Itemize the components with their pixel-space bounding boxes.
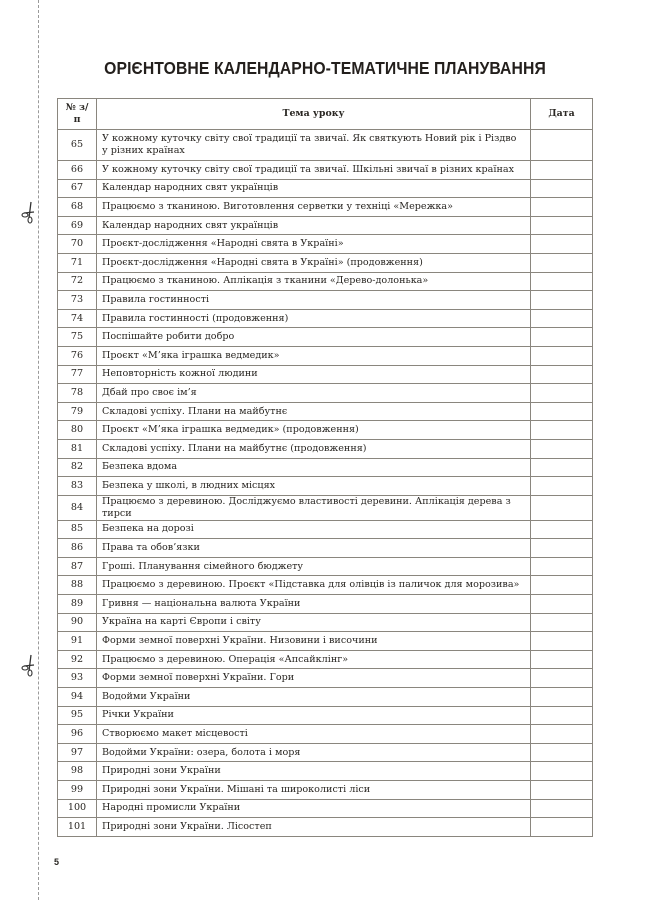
date-cell[interactable] [531, 762, 593, 781]
lesson-topic: Річки України [97, 706, 531, 725]
table-row [58, 216, 593, 235]
lesson-topic: Гроші. Планування сімейного бюджету [97, 557, 531, 576]
table-row [58, 253, 593, 272]
date-cell[interactable] [531, 179, 593, 198]
lesson-number: 71 [58, 253, 97, 272]
lesson-number: 91 [58, 632, 97, 651]
lesson-number: 84 [58, 495, 97, 520]
lesson-number: 100 [58, 799, 97, 818]
date-cell[interactable] [531, 520, 593, 539]
table-row [58, 130, 593, 161]
lesson-number: 65 [58, 130, 97, 161]
date-cell[interactable] [531, 253, 593, 272]
date-cell[interactable] [531, 669, 593, 688]
lesson-number: 85 [58, 520, 97, 539]
lesson-topic: Неповторність кожної людини [97, 365, 531, 384]
date-cell[interactable] [531, 439, 593, 458]
lesson-number: 80 [58, 421, 97, 440]
lesson-number: 86 [58, 539, 97, 558]
lesson-topic: Форми земної поверхні України. Гори [97, 669, 531, 688]
date-cell[interactable] [531, 632, 593, 651]
date-cell[interactable] [531, 346, 593, 365]
table-row [58, 384, 593, 403]
lesson-number: 99 [58, 781, 97, 800]
lesson-number: 96 [58, 725, 97, 744]
table-row [58, 725, 593, 744]
lesson-topic: Календар народних свят українців [97, 179, 531, 198]
date-cell[interactable] [531, 235, 593, 254]
table-row [58, 477, 593, 496]
date-cell[interactable] [531, 421, 593, 440]
lesson-number: 78 [58, 384, 97, 403]
lesson-topic: Проєкт-дослідження «Народні свята в Україні» [97, 235, 531, 254]
lesson-topic: Складові успіху. Плани на майбутнє [97, 402, 531, 421]
cut-line [38, 0, 39, 900]
lesson-topic: Працюємо з деревиною. Досліджуємо властивості деревини. Аплікація дерева з тирси [97, 495, 531, 520]
lesson-topic: Природні зони України. Мішані та широколисті ліси [97, 781, 531, 800]
lesson-number: 72 [58, 272, 97, 291]
date-cell[interactable] [531, 161, 593, 180]
date-cell[interactable] [531, 309, 593, 328]
table-row [58, 743, 593, 762]
date-cell[interactable] [531, 688, 593, 707]
lesson-topic: Народні промисли України [97, 799, 531, 818]
lesson-topic: Водойми України: озера, болота і моря [97, 743, 531, 762]
date-cell[interactable] [531, 706, 593, 725]
lesson-topic: Природні зони України. Лісостеп [97, 818, 531, 837]
date-cell[interactable] [531, 613, 593, 632]
lesson-topic: Працюємо з тканиною. Виготовлення серветки у техніці «Мережка» [97, 198, 531, 217]
lesson-topic: Проєкт «М’яка іграшка ведмедик» (продовження) [97, 421, 531, 440]
header-number: № з/п [58, 99, 97, 130]
table-row [58, 576, 593, 595]
date-cell[interactable] [531, 365, 593, 384]
table-row [58, 328, 593, 347]
lesson-number: 70 [58, 235, 97, 254]
table-row [58, 365, 593, 384]
date-cell[interactable] [531, 130, 593, 161]
table-row [58, 235, 593, 254]
table-header-row [58, 99, 593, 130]
date-cell[interactable] [531, 539, 593, 558]
date-cell[interactable] [531, 557, 593, 576]
table-row [58, 291, 593, 310]
table-row [58, 632, 593, 651]
date-cell[interactable] [531, 650, 593, 669]
lesson-topic: У кожному куточку світу свої традиції та звичаї. Шкільні звичаї в різних країнах [97, 161, 531, 180]
lesson-number: 93 [58, 669, 97, 688]
lesson-topic: Безпека вдома [97, 458, 531, 477]
lesson-topic: Працюємо з деревиною. Операція «Апсайклінг» [97, 650, 531, 669]
lesson-topic: Правила гостинності (продовження) [97, 309, 531, 328]
table-row [58, 439, 593, 458]
lesson-number: 98 [58, 762, 97, 781]
lesson-number: 88 [58, 576, 97, 595]
lesson-number: 69 [58, 216, 97, 235]
table-row [58, 762, 593, 781]
lesson-number: 68 [58, 198, 97, 217]
lesson-number: 89 [58, 595, 97, 614]
lesson-number: 74 [58, 309, 97, 328]
table-row [58, 495, 593, 520]
table-row [58, 669, 593, 688]
table-row [58, 613, 593, 632]
lesson-topic: Складові успіху. Плани на майбутнє (продовження) [97, 439, 531, 458]
table-row [58, 650, 593, 669]
lesson-topic: Форми земної поверхні України. Низовини і височини [97, 632, 531, 651]
lesson-topic: Водойми України [97, 688, 531, 707]
lesson-number: 95 [58, 706, 97, 725]
lesson-number: 77 [58, 365, 97, 384]
page-number: 5 [54, 857, 60, 867]
table-row [58, 595, 593, 614]
page-title: ОРІЄНТОВНЕ КАЛЕНДАРНО-ТЕМАТИЧНЕ ПЛАНУВАННЯ [104, 58, 546, 78]
lesson-number: 73 [58, 291, 97, 310]
lesson-number: 92 [58, 650, 97, 669]
table-row [58, 309, 593, 328]
date-cell[interactable] [531, 216, 593, 235]
lesson-number: 81 [58, 439, 97, 458]
lesson-topic: Правила гостинності [97, 291, 531, 310]
date-cell[interactable] [531, 595, 593, 614]
table-row [58, 520, 593, 539]
lesson-number: 97 [58, 743, 97, 762]
date-cell[interactable] [531, 743, 593, 762]
table-row [58, 706, 593, 725]
lesson-topic: Календар народних свят українців [97, 216, 531, 235]
date-cell[interactable] [531, 781, 593, 800]
lesson-number: 82 [58, 458, 97, 477]
table-row [58, 402, 593, 421]
lesson-topic: Права та обов’язки [97, 539, 531, 558]
lesson-topic: Україна на карті Європи і світу [97, 613, 531, 632]
lesson-topic: Проєкт-дослідження «Народні свята в Україні» (продовження) [97, 253, 531, 272]
lesson-topic: Поспішайте робити добро [97, 328, 531, 347]
table-row [58, 161, 593, 180]
date-cell[interactable] [531, 799, 593, 818]
header-date: Дата [531, 99, 593, 130]
date-cell[interactable] [531, 272, 593, 291]
scissors-icon [20, 200, 40, 224]
lesson-number: 83 [58, 477, 97, 496]
date-cell[interactable] [531, 576, 593, 595]
date-cell[interactable] [531, 384, 593, 403]
table-row [58, 458, 593, 477]
date-cell[interactable] [531, 725, 593, 744]
scissors-icon [20, 653, 40, 677]
header-topic: Тема уроку [97, 99, 531, 130]
lesson-topic: Безпека на дорозі [97, 520, 531, 539]
date-cell[interactable] [531, 458, 593, 477]
lesson-topic: Гривня — національна валюта України [97, 595, 531, 614]
table-row [58, 421, 593, 440]
table-row [58, 781, 593, 800]
lesson-topic: Працюємо з тканиною. Аплікація з тканини «Дерево-долонька» [97, 272, 531, 291]
planning-table [57, 98, 593, 837]
table-row [58, 799, 593, 818]
date-cell[interactable] [531, 495, 593, 520]
lesson-topic: Дбай про своє ім’я [97, 384, 531, 403]
lesson-number: 67 [58, 179, 97, 198]
date-cell[interactable] [531, 291, 593, 310]
table-row [58, 198, 593, 217]
table-row [58, 539, 593, 558]
lesson-number: 90 [58, 613, 97, 632]
table-row [58, 818, 593, 837]
date-cell[interactable] [531, 402, 593, 421]
lesson-number: 94 [58, 688, 97, 707]
table-row [58, 557, 593, 576]
table-row [58, 179, 593, 198]
date-cell[interactable] [531, 328, 593, 347]
lesson-number: 101 [58, 818, 97, 837]
lesson-topic: Природні зони України [97, 762, 531, 781]
table-row [58, 346, 593, 365]
lesson-topic: Проєкт «М’яка іграшка ведмедик» [97, 346, 531, 365]
date-cell[interactable] [531, 477, 593, 496]
lesson-topic: Працюємо з деревиною. Проєкт «Підставка для олівців із паличок для морозива» [97, 576, 531, 595]
lesson-topic: Безпека у школі, в людних місцях [97, 477, 531, 496]
lesson-topic: У кожному куточку світу свої традиції та звичаї. Як святкують Новий рік і Різдво у різних країнах [97, 130, 531, 161]
lesson-number: 76 [58, 346, 97, 365]
lesson-number: 66 [58, 161, 97, 180]
date-cell[interactable] [531, 198, 593, 217]
date-cell[interactable] [531, 818, 593, 837]
lesson-topic: Створюємо макет місцевості [97, 725, 531, 744]
table-row [58, 688, 593, 707]
lesson-number: 87 [58, 557, 97, 576]
lesson-number: 79 [58, 402, 97, 421]
table-row [58, 272, 593, 291]
table-body [58, 130, 593, 837]
lesson-number: 75 [58, 328, 97, 347]
